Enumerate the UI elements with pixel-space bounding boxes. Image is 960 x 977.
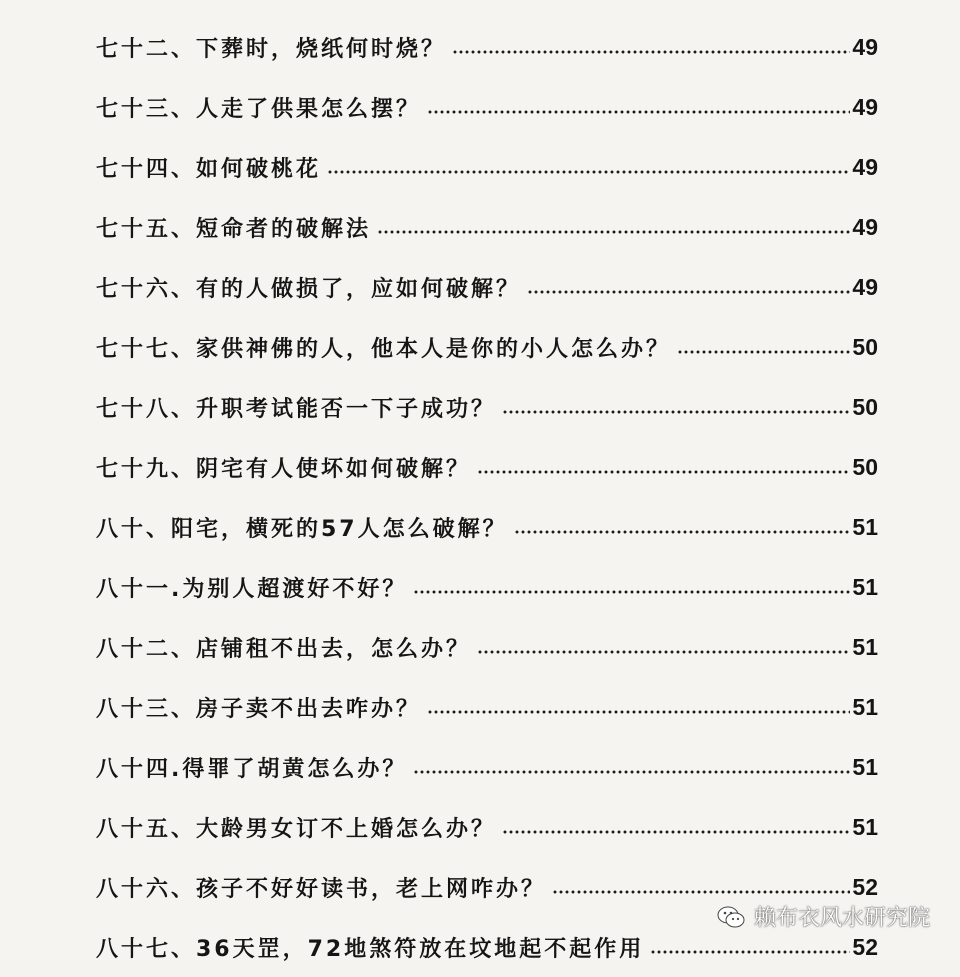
toc-entry-page: 49 — [852, 33, 878, 60]
dot-leader — [650, 950, 850, 954]
toc-entry-title: 八十七、36天罡，72地煞符放在坟地起不起作用 — [96, 936, 645, 962]
toc-entry — [96, 797, 878, 857]
toc-entry-title: 七十六、有的人做损了，应如何破解？ — [96, 276, 522, 302]
dot-leader — [427, 710, 850, 714]
watermark-text: 赖布衣风水研究院 — [753, 906, 930, 931]
toc-entry — [96, 137, 878, 197]
toc-entry-title: 八十六、孩子不好好读书，老上网咋办？ — [96, 876, 547, 902]
toc-entry-page: 49 — [852, 153, 878, 180]
toc-entry-page: 51 — [852, 753, 878, 780]
dot-leader — [477, 650, 850, 654]
toc-entry-title: 七十二、下葬时，烧纸何时烧？ — [96, 36, 447, 62]
toc-entry — [96, 437, 878, 497]
toc-entry-page: 51 — [852, 573, 878, 600]
toc-entry — [96, 497, 878, 557]
toc-entry-page: 50 — [852, 453, 878, 480]
table-of-contents — [96, 17, 878, 977]
dot-leader — [327, 170, 850, 174]
toc-entry-page: 49 — [852, 273, 878, 300]
toc-entry-title: 八十三、房子卖不出去咋办？ — [96, 696, 422, 722]
dot-leader — [677, 350, 850, 354]
toc-entry — [96, 197, 878, 257]
dot-leader — [502, 410, 850, 414]
dot-leader — [427, 110, 850, 114]
toc-entry-page: 51 — [852, 813, 878, 840]
toc-entry — [96, 17, 878, 77]
toc-entry-title: 八十一.为别人超渡好不好？ — [96, 576, 408, 602]
toc-entry-page: 51 — [852, 513, 878, 540]
toc-entry-title: 七十八、升职考试能否一下子成功？ — [96, 396, 497, 422]
dot-leader — [413, 590, 850, 594]
toc-entry-title: 七十三、人走了供果怎么摆？ — [96, 96, 422, 122]
toc-entry — [96, 677, 878, 737]
dot-leader — [413, 770, 850, 774]
toc-entry — [96, 617, 878, 677]
toc-entry-title: 七十九、阴宅有人使坏如何破解？ — [96, 456, 472, 482]
toc-entry — [96, 77, 878, 137]
dot-leader — [527, 290, 850, 294]
toc-entry-title: 八十、阳宅，横死的57人怎么破解？ — [96, 516, 508, 542]
toc-entry-page: 50 — [852, 333, 878, 360]
dot-leader — [377, 230, 850, 234]
toc-entry-page: 50 — [852, 393, 878, 420]
toc-entry-page: 51 — [852, 633, 878, 660]
toc-entry-title: 七十五、短命者的破解法 — [96, 216, 372, 242]
toc-entry-title: 八十四.得罪了胡黄怎么办？ — [96, 756, 408, 782]
toc-entry — [96, 377, 878, 437]
toc-entry-title: 七十七、家供神佛的人，他本人是你的小人怎么办？ — [96, 336, 672, 362]
dot-leader — [552, 890, 850, 894]
watermark — [716, 901, 930, 932]
toc-entry — [96, 257, 878, 317]
dot-leader — [477, 470, 850, 474]
toc-entry-page: 49 — [852, 213, 878, 240]
toc-entry-page: 52 — [852, 873, 878, 900]
toc-entry-page: 49 — [852, 93, 878, 120]
toc-entry-title: 八十五、大龄男女订不上婚怎么办？ — [96, 816, 497, 842]
dot-leader — [514, 530, 851, 534]
toc-entry-title: 七十四、如何破桃花 — [96, 156, 322, 182]
dot-leader — [452, 50, 850, 54]
wechat-icon — [716, 904, 746, 930]
dot-leader — [502, 830, 850, 834]
toc-entry — [96, 737, 878, 797]
toc-entry-page: 52 — [852, 933, 878, 960]
toc-entry — [96, 557, 878, 617]
toc-entry-title: 八十二、店铺租不出去，怎么办？ — [96, 636, 472, 662]
toc-entry-page: 51 — [852, 693, 878, 720]
toc-entry — [96, 317, 878, 377]
